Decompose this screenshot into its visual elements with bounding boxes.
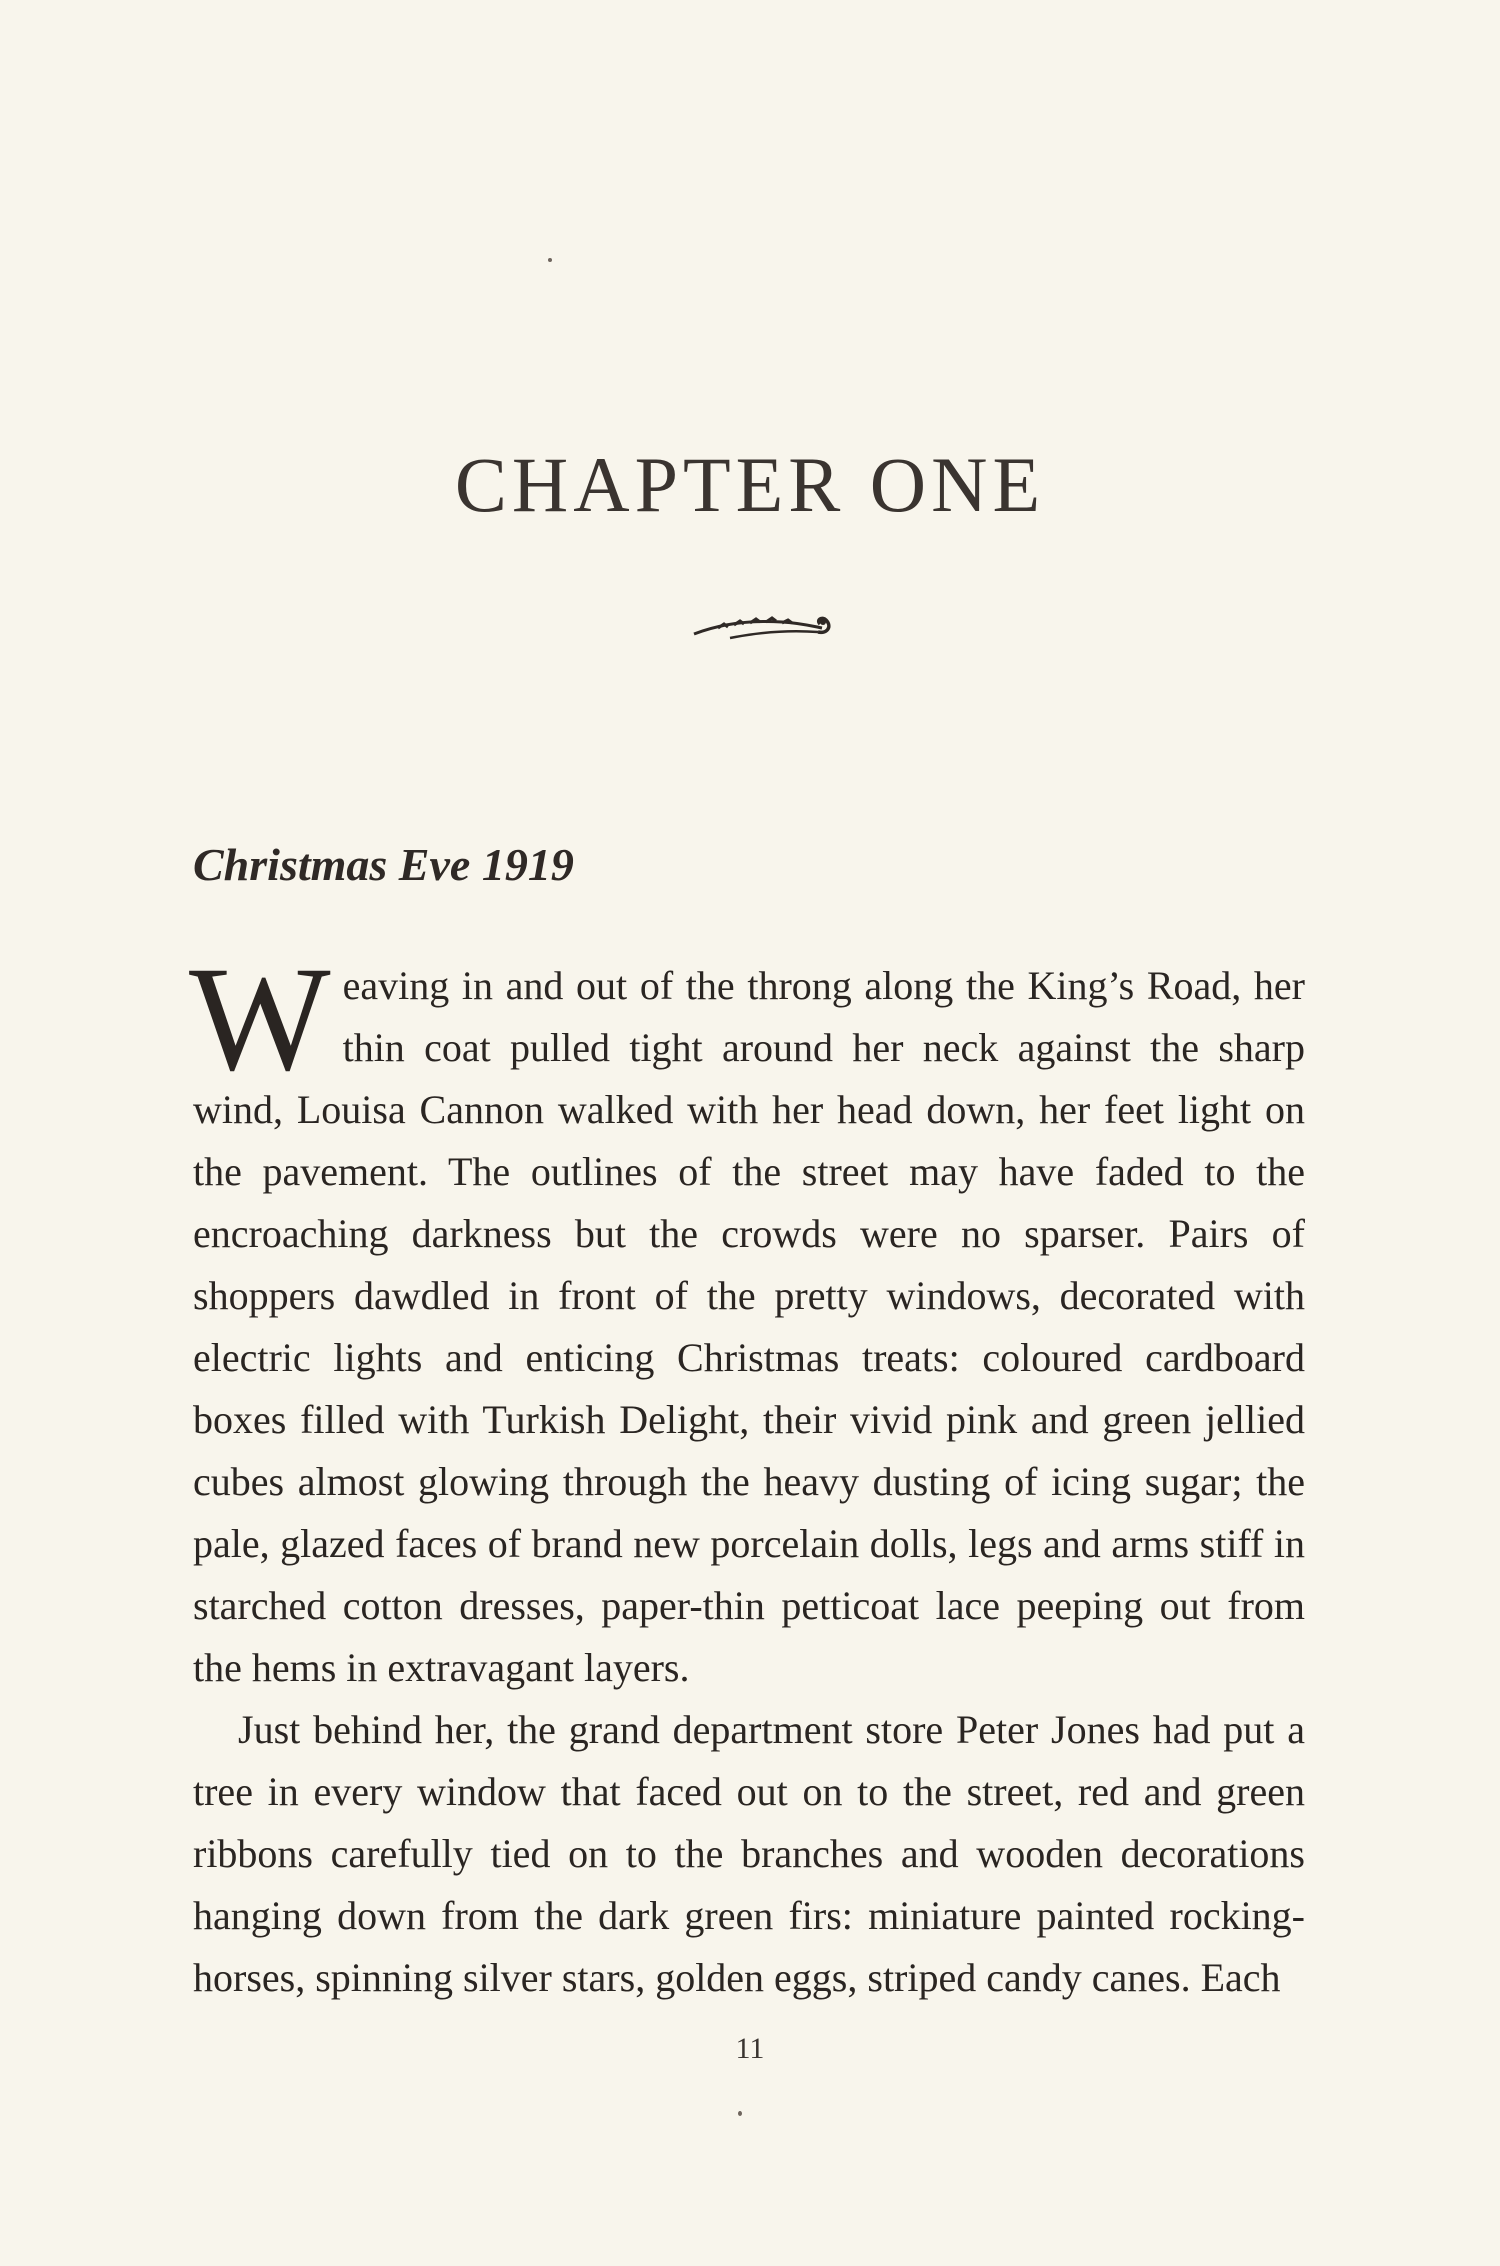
page-number: 11	[735, 2032, 765, 2065]
print-speck	[548, 258, 552, 262]
chapter-title: CHAPTER ONE	[454, 441, 1046, 528]
drop-cap: W	[189, 936, 331, 1102]
print-speck	[738, 2111, 742, 2116]
paragraph-1-text: eaving in and out of the throng along the King’s Road, her thin coat pulled tight around her neck against the sharp wind, Louisa Cannon walked with her head down, her feet light on the pavement. The outlines of the street may have faded to the encroaching darkness but the crowds were no sparser. Pairs of shoppers dawdled in front of the pretty windows, decorated with electric lights and enticing Christmas treats: coloured cardboard boxes filled with Turkish Delight, their vivid pink and green jellied cubes almost glowing through the heavy dusting of icing sugar; the pale, glazed faces of brand new porcelain dolls, legs and arms stiff in starched cotton dresses, paper-thin petticoat lace peeping out from the hems in extravagant layers.	[193, 963, 1305, 1690]
chapter-dateline: Christmas Eve 1919	[193, 839, 574, 890]
paragraph-1	[189, 936, 1305, 1699]
flourish-ornament-icon	[690, 598, 840, 648]
paragraph-2: Just behind her, the grand department store Peter Jones had put a tree in every window that faced out on to the street, red and green ribbons carefully tied on to the branches and wooden decorations hanging down from the dark green firs: miniature painted rocking-horses, spinning silver stars, golden eggs, striped candy canes. Each	[193, 1707, 1305, 2000]
chapter-body	[189, 936, 1305, 2009]
